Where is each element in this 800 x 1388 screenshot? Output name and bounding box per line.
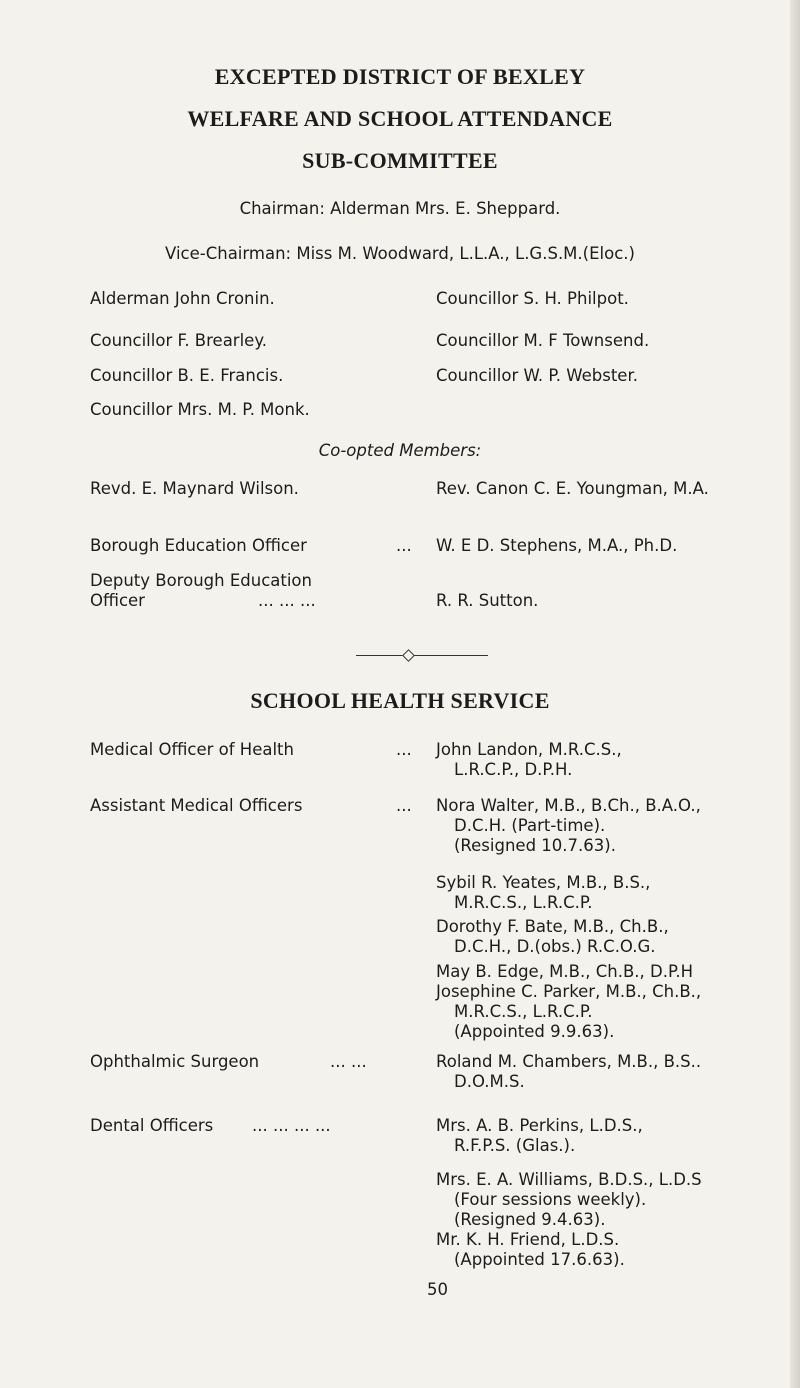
amo-parker-line-1: Josephine C. Parker, M.B., Ch.B.,: [436, 982, 702, 1001]
coopted-heading: Co-opted Members:: [318, 441, 482, 460]
dental-perkins-line-2: R.F.P.S. (Glas.).: [454, 1136, 576, 1155]
coopted-member-right: Rev. Canon C. E. Youngman, M.A.: [436, 479, 709, 498]
title-line-1: EXCEPTED DISTRICT OF BEXLEY: [214, 64, 586, 89]
deputy-label-1: Deputy Borough Education: [90, 571, 312, 590]
amo-walter-entry: [436, 796, 701, 856]
dental-williams-line-2: (Four sessions weekly).: [454, 1190, 647, 1209]
dental-perkins-line-1: Mrs. A. B. Perkins, L.D.S.,: [436, 1116, 643, 1135]
amo-walter-line-1: Nora Walter, M.B., B.Ch., B.A.O.,: [436, 796, 701, 815]
moh-entry: [436, 740, 622, 780]
title-line-2: WELFARE AND SCHOOL ATTENDANCE: [187, 106, 613, 131]
beo-dots: ...: [396, 536, 412, 555]
school-health-heading: SCHOOL HEALTH SERVICE: [250, 688, 550, 713]
amo-dots: ...: [396, 796, 412, 815]
amo-bate-line-1: Dorothy F. Bate, M.B., Ch.B.,: [436, 917, 669, 936]
amo-edge-parker-entry: [436, 962, 701, 1042]
oph-label: Ophthalmic Surgeon: [90, 1052, 260, 1071]
deputy-label-2: Officer: [90, 591, 145, 610]
oph-entry: [436, 1052, 701, 1092]
member-right-3: Councillor W. P. Webster.: [436, 366, 638, 385]
dental-perkins-entry: [436, 1116, 643, 1156]
member-left-1: Alderman John Cronin.: [90, 289, 275, 308]
member-left-2: Councillor F. Brearley.: [90, 331, 267, 350]
title-line-3: SUB-COMMITTEE: [302, 148, 498, 173]
dental-williams-line-3: (Resigned 9.4.63).: [454, 1210, 606, 1229]
amo-bate-entry: [436, 917, 669, 957]
diamond-ornament-icon: [402, 649, 415, 662]
amo-yeates-line-2: M.R.C.S., L.R.C.P.: [454, 893, 593, 912]
dental-friend-line-1: Mr. K. H. Friend, L.D.S.: [436, 1230, 620, 1249]
dental-williams-friend-entry: [436, 1170, 702, 1270]
oph-line-2: D.O.M.S.: [454, 1072, 525, 1091]
dental-label: Dental Officers: [90, 1116, 214, 1135]
chairman-line: Chairman: Alderman Mrs. E. Sheppard.: [239, 199, 561, 218]
dental-dots: ... ... ... ...: [252, 1116, 331, 1135]
member-right-2: Councillor M. F Townsend.: [436, 331, 650, 350]
amo-parker-line-2: M.R.C.S., L.R.C.P.: [454, 1002, 593, 1021]
moh-line-1: John Landon, M.R.C.S.,: [436, 740, 622, 759]
divider-line: [356, 655, 488, 656]
section-divider: [356, 654, 488, 658]
page-number: 50: [427, 1280, 448, 1299]
moh-dots: ...: [396, 740, 412, 759]
amo-label: Assistant Medical Officers: [90, 796, 303, 815]
member-left-4: Councillor Mrs. M. P. Monk.: [90, 400, 310, 419]
deputy-name: R. R. Sutton.: [436, 591, 539, 610]
member-left-3: Councillor B. E. Francis.: [90, 366, 284, 385]
moh-line-2: L.R.C.P., D.P.H.: [454, 760, 573, 779]
oph-line-1: Roland M. Chambers, M.B., B.S..: [436, 1052, 702, 1071]
deputy-dots: ... ... ...: [258, 591, 316, 610]
amo-edge-line: May B. Edge, M.B., Ch.B., D.P.H: [436, 962, 693, 981]
amo-parker-line-3: (Appointed 9.9.63).: [454, 1022, 615, 1041]
amo-yeates-line-1: Sybil R. Yeates, M.B., B.S.,: [436, 873, 651, 892]
beo-name: W. E D. Stephens, M.A., Ph.D.: [436, 536, 678, 555]
amo-yeates-entry: [436, 873, 650, 913]
amo-bate-line-2: D.C.H., D.(obs.) R.C.O.G.: [454, 937, 656, 956]
beo-label: Borough Education Officer: [90, 536, 307, 555]
oph-dots: ... ...: [330, 1052, 367, 1071]
member-right-1: Councillor S. H. Philpot.: [436, 289, 629, 308]
amo-walter-line-3: (Resigned 10.7.63).: [454, 836, 616, 855]
dental-friend-line-2: (Appointed 17.6.63).: [454, 1250, 625, 1269]
moh-label: Medical Officer of Health: [90, 740, 294, 759]
coopted-member-left: Revd. E. Maynard Wilson.: [90, 479, 299, 498]
vice-chairman-line: Vice-Chairman: Miss M. Woodward, L.L.A., L.G.S.M.(Eloc.): [165, 244, 635, 263]
amo-walter-line-2: D.C.H. (Part-time).: [454, 816, 606, 835]
dental-williams-line-1: Mrs. E. A. Williams, B.D.S., L.D.S: [436, 1170, 702, 1189]
